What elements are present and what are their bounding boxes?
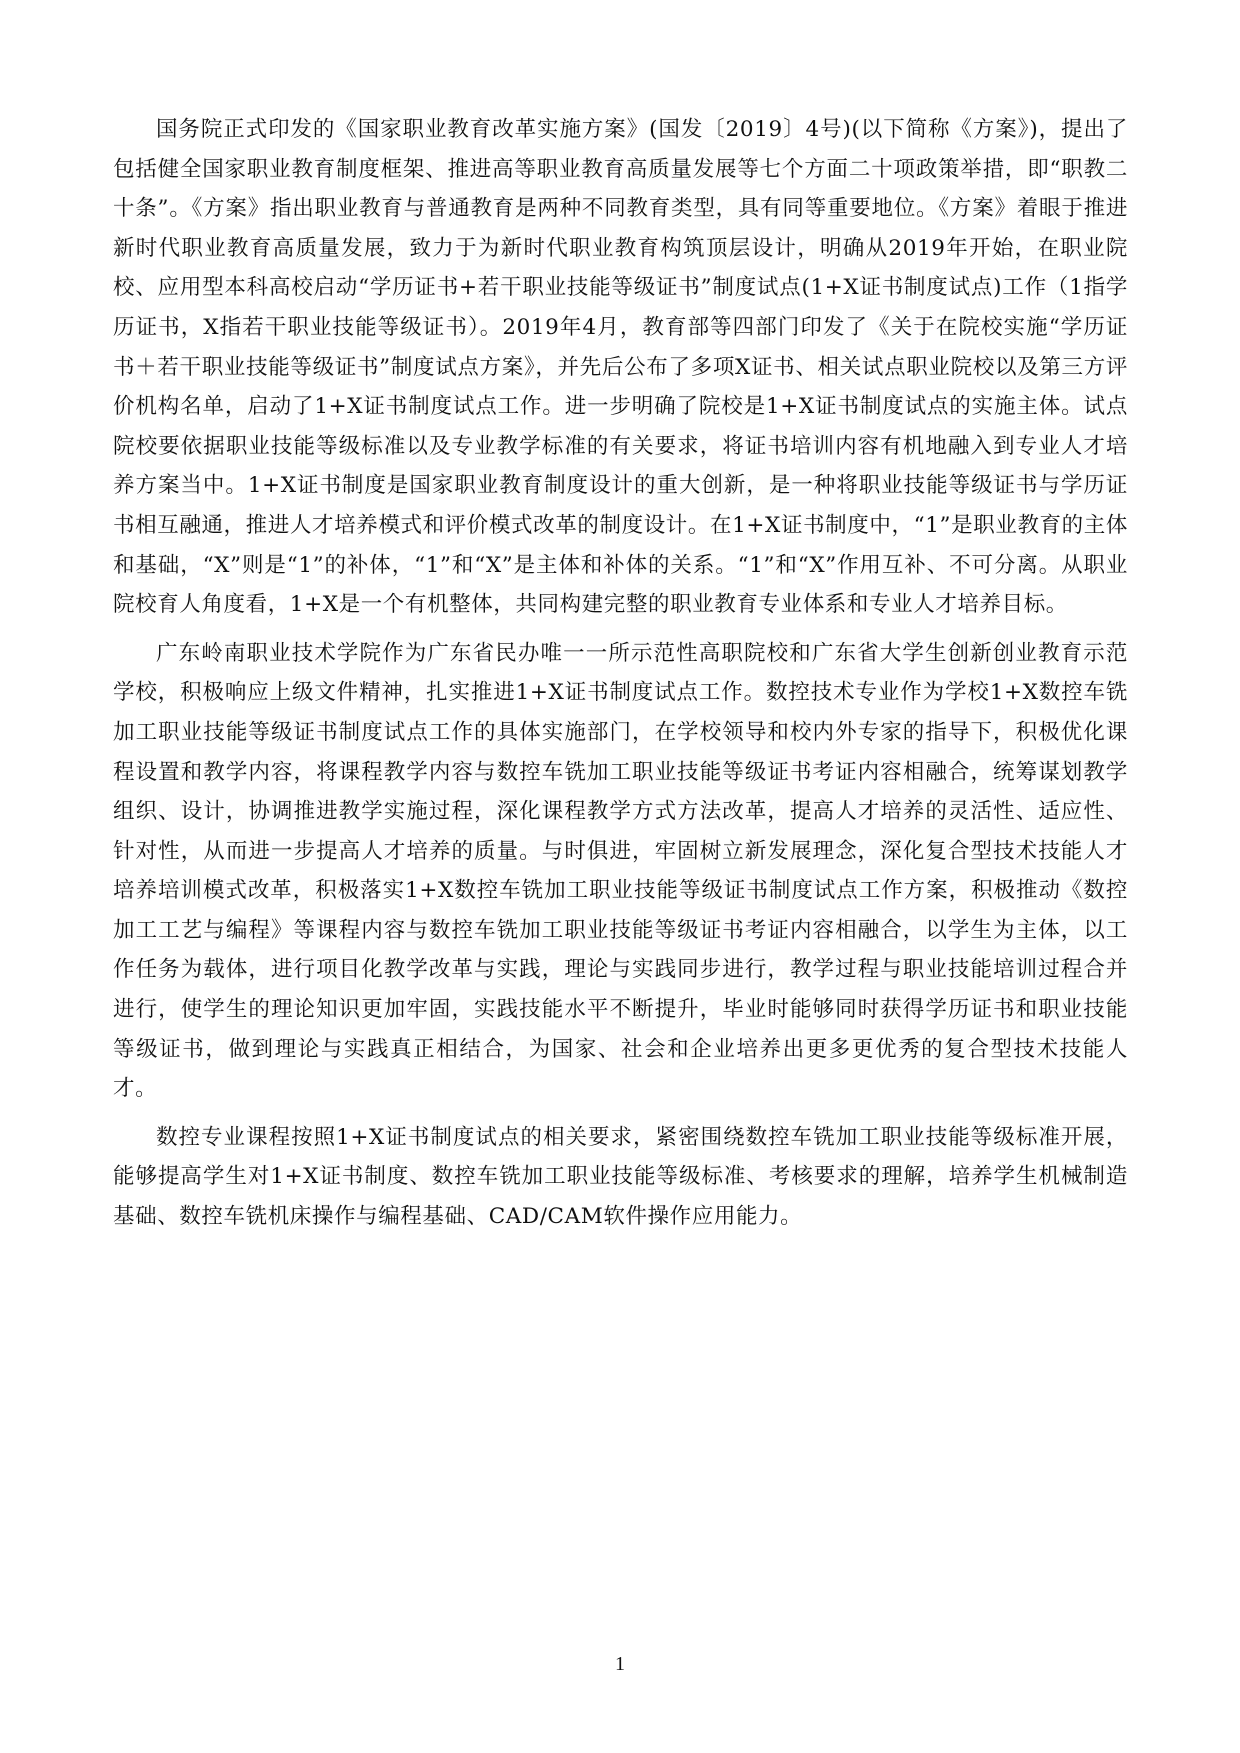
document-body: [113, 110, 1128, 1246]
paragraph-lingnan-college-pilot: 广东岭南职业技术学院作为广东省民办唯一一所示范性高职院校和广东省大学生创新创业教育示范学校，积极响应上级文件精神，扎实推进1+X证书制度试点工作。数控技术专业作为学校1+X数控车铣加工职业技能等级证书制度试点工作的具体实施部门，在学校领导和校内外专家的指导下，积极优化课程设置和教学内容，将课程教学内容与数控车铣加工职业技能等级证书考证内容相融合，统筹谋划教学组织、设计，协调推进教学实施过程，深化课程教学方式方法改革，提高人才培养的灵活性、适应性、针对性，从而进一步提高人才培养的质量。与时俱进，牢固树立新发展理念，深化复合型技术技能人才培养培训模式改革，积极落实1+X数控车铣加工职业技能等级证书制度试点工作方案，积极推动《数控加工工艺与编程》等课程内容与数控车铣加工职业技能等级证书考证内容相融合，以学生为主体，以工作任务为载体，进行项目化教学改革与实践，理论与实践同步进行，教学过程与职业技能培训过程合并进行，使学生的理论知识更加牢固，实践技能水平不断提升，毕业时能够同时获得学历证书和职业技能等级证书，做到理论与实践真正相结合，为国家、社会和企业培养出更多更优秀的复合型技术技能人才。: [113, 640, 1128, 1102]
paragraph-vocational-reform-plan: 国务院正式印发的《国家职业教育改革实施方案》(国发〔2019〕4号)(以下简称《方案》)，提出了包括健全国家职业教育制度框架、推进高等职业教育高质量发展等七个方面二十项政策举措，即“职教二十条”。《方案》指出职业教育与普通教育是两种不同教育类型，具有同等重要地位。《方案》着眼于推进新时代职业教育高质量发展，致力于为新时代职业教育构筑顶层设计，明确从2019年开始，在职业院校、应用型本科高校启动“学历证书+若干职业技能等级证书”制度试点(1+X证书制度试点)工作（1指学历证书，X指若干职业技能等级证书）。2019年4月，教育部等四部门印发了《关于在院校实施“学历证书＋若干职业技能等级证书”制度试点方案》，并先后公布了多项X证书、相关试点职业院校以及第三方评价机构名单，启动了1+X证书制度试点工作。进一步明确了院校是1+X证书制度试点的实施主体。试点院校要依据职业技能等级标准以及专业教学标准的有关要求，将证书培训内容有机地融入到专业人才培养方案当中。1+X证书制度是国家职业教育制度设计的重大创新，是一种将职业技能等级证书与学历证书相互融通，推进人才培养模式和评价模式改革的制度设计。在1+X证书制度中，“1”是职业教育的主体和基础，“X”则是“1”的补体，“1”和“X”是主体和补体的关系。“1”和“X”作用互补、不可分离。从职业院校育人角度看，1+X是一个有机整体，共同构建完整的职业教育专业体系和专业人才培养目标。: [113, 117, 1128, 618]
page-number: 1: [615, 1653, 625, 1675]
paragraph-cnc-course-requirements: 数控专业课程按照1+X证书制度试点的相关要求，紧密围绕数控车铣加工职业技能等级标准开展，能够提高学生对1+X证书制度、数控车铣加工职业技能等级标准、考核要求的理解，培养学生机械制造基础、数控车铣机床操作与编程基础、CAD/CAM软件操作应用能力。: [113, 1124, 1128, 1230]
